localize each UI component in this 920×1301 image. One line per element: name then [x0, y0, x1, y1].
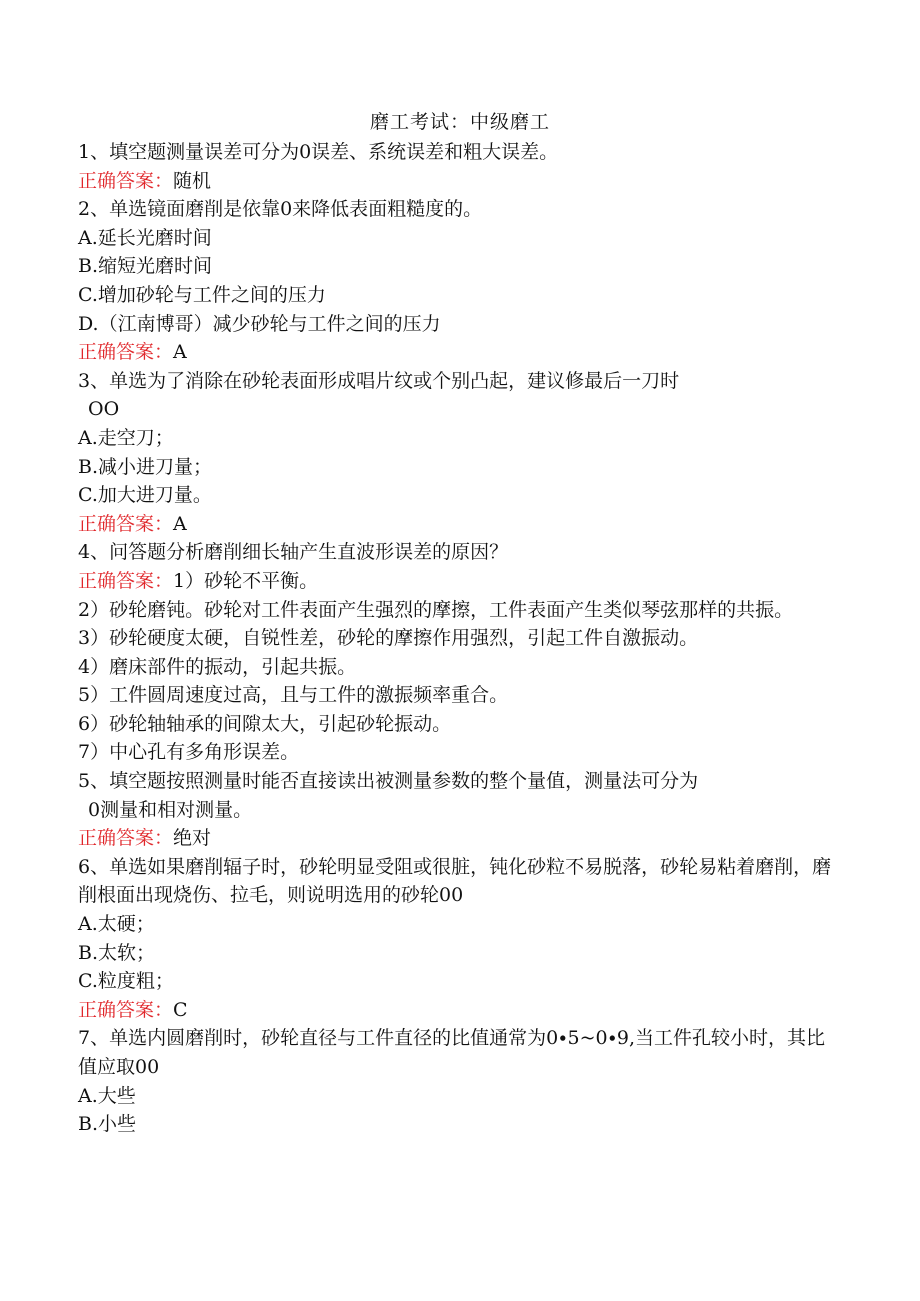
question-5-stem: 5、填空题按照测量时能否直接读出被测量参数的整个量值，测量法可分为	[78, 770, 699, 793]
question-3-stem-continuation: OO	[88, 398, 120, 421]
document-body	[78, 138, 838, 1139]
question-3-option-a: A.走空刀；	[78, 426, 174, 449]
answer-value: 绝对	[173, 827, 212, 850]
question-4-answer-line-2: 2）砂轮磨钝。砂轮对工件表面产生强烈的摩擦，工件表面产生类似琴弦那样的共振。	[78, 598, 794, 621]
question-3-stem: 3、单选为了消除在砂轮表面形成唱片纹或个别凸起，建议修最后一刀时	[78, 369, 680, 392]
question-6-stem: 6、单选如果磨削辐子时，砂轮明显受阻或很脏，钝化砂粒不易脱落，砂轮易粘着磨削，磨削根面出现烧伤、拉毛，则说明选用的砂轮00	[78, 855, 832, 907]
answer-value: A	[173, 512, 187, 535]
question-4-answer-line-7: 7）中心孔有多角形误差。	[78, 741, 300, 764]
answer-label: 正确答案：	[78, 569, 174, 592]
question-2-stem: 2、单选镜面磨削是依靠0来降低表面粗糙度的。	[78, 198, 483, 221]
question-3-answer	[78, 510, 838, 539]
question-2-option-b: B.缩短光磨时间	[78, 255, 213, 278]
answer-value: 1）砂轮不平衡。	[173, 569, 319, 592]
question-2-option-c: C.增加砂轮与工件之间的压力	[78, 283, 326, 306]
question-7-option-a: A.大些	[78, 1084, 136, 1107]
question-7-option-b: B.小些	[78, 1113, 137, 1136]
answer-value: 随机	[173, 169, 212, 192]
question-7-stem: 7、单选内圆磨削时，砂轮直径与工件直径的比值通常为0∙5~0∙9,当工件孔较小时，其比值应取00	[78, 1027, 826, 1078]
question-6-answer	[78, 996, 838, 1025]
answer-value: C	[173, 998, 188, 1021]
question-6-option-b: B.太软；	[78, 941, 156, 964]
answer-label: 正确答案：	[78, 998, 174, 1021]
question-2-option-a: A.延长光磨时间	[78, 226, 212, 249]
question-5-stem-continuation: 0测量和相对测量。	[88, 798, 253, 821]
question-2-option-d: D.（江南博哥）减少砂轮与工件之间的压力	[78, 312, 441, 335]
question-3-option-c: C.加大进刀量。	[78, 484, 212, 507]
question-6-option-a: A.太硬；	[78, 913, 155, 936]
answer-label: 正确答案：	[78, 169, 174, 192]
page-title: 磨工考试：中级磨工	[369, 111, 550, 133]
question-5-answer	[78, 824, 838, 853]
question-4-stem: 4、问答题分析磨削细长轴产生直波形误差的原因？	[78, 541, 509, 564]
question-4-answer-line-5: 5）工件圆周速度过高，且与工件的激振频率重合。	[78, 684, 509, 707]
question-4-answer-line-3: 3）砂轮硬度太硬，自锐性差，砂轮的摩擦作用强烈，引起工件自激振动。	[78, 627, 699, 650]
question-1-stem: 1、填空题测量误差可分为0误差、系统误差和粗大误差。	[78, 141, 559, 163]
question-1-answer	[78, 167, 838, 196]
question-2-answer	[78, 338, 838, 367]
answer-label: 正确答案：	[78, 827, 174, 850]
question-3-option-b: B.减小进刀量；	[78, 455, 213, 478]
question-4-answer-line-4: 4）磨床部件的振动，引起共振。	[78, 655, 357, 678]
question-4-answer	[78, 567, 838, 596]
question-4-answer-line-6: 6）砂轮轴轴承的间隙太大，引起砂轮振动。	[78, 712, 452, 735]
answer-label: 正确答案：	[78, 341, 174, 364]
answer-label: 正确答案：	[78, 512, 174, 535]
question-6-option-c: C.粒度粗；	[78, 970, 174, 993]
answer-value: A	[173, 341, 187, 364]
